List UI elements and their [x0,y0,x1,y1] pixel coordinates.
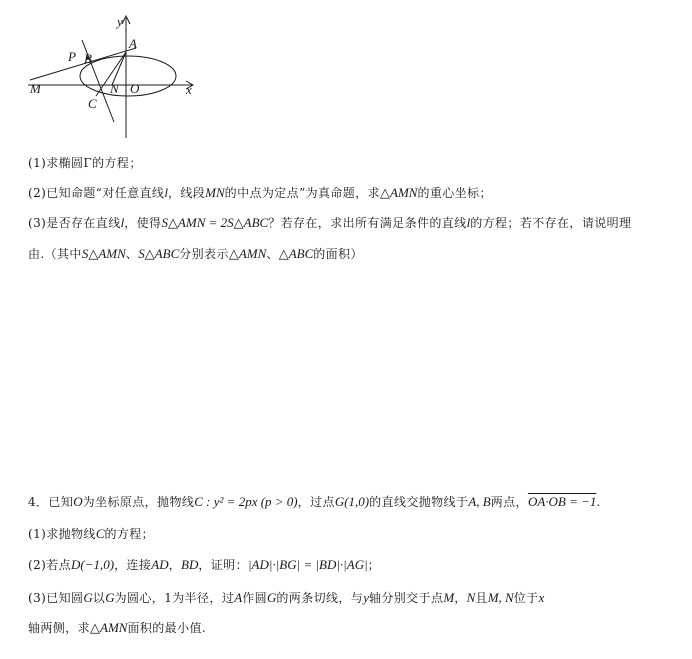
q3-part3-text: (3)是否存在直线 [28,216,121,230]
math-c: C [95,526,105,541]
label-m: M [30,81,41,96]
math-l: l [164,185,168,200]
math-point-g: G(1,0) [334,494,370,509]
q3-part2 [28,185,492,201]
q4-part3-text: 的两条切线，与 [276,591,364,605]
q4-part1 [28,526,154,542]
label-x: x [186,82,192,97]
q4-text: 4．已知 [28,495,74,509]
q3-part3-text: ，使得 [124,216,162,230]
math-s-amn: S△AMN [81,246,126,261]
q4-stem [28,494,601,510]
q3-part3-text: 分别表示 [179,247,229,261]
q3-part2-text: 的重心坐标； [417,186,492,200]
math-m: M [443,590,455,605]
q3-part3-text: 的面积） [313,247,363,261]
math-area-equation: S△AMN = 2S△ABC [161,215,269,230]
math-g: G [267,590,277,605]
q4-part3-text: 且 [475,591,488,605]
q4-part3-text: 面积的最小值. [127,621,207,635]
q4-part1-text: 的方程； [104,527,155,541]
q4-part3-line2 [28,620,206,636]
math-mn: M, N [487,590,514,605]
label-p: P [68,49,76,64]
q4-text: 为坐标原点，抛物线 [82,495,195,509]
q4-text: 的直线交抛物线于 [369,495,469,509]
q4-part3-text: (3)已知圆 [28,591,84,605]
math-g: G [105,590,115,605]
math-a: A [234,590,243,605]
math-triangle-abc: △ABC [278,246,314,261]
math-triangle-amn: △AMN [90,620,128,635]
q4-part3-text: 为圆心，1为半径，过 [114,591,235,605]
q4-part3-text: 位于 [513,591,539,605]
math-dot-product: OA·OB = −1 [527,494,597,509]
label-o: O [130,81,140,96]
q4-part2-text: ，连接 [114,558,152,572]
math-n: N [466,590,476,605]
line-ma [30,48,136,80]
q3-part3-text: 由.（其中 [28,247,82,261]
math-point-d: D(−1,0) [71,557,115,572]
q4-part2-text: ； [367,558,381,572]
q4-part2-text: ， [168,558,182,572]
q3-part2-text: 的中点为定点”为真命题，求 [224,186,381,200]
q4-text: . [596,495,601,509]
q4-text: 两点， [490,495,528,509]
q3-part3-text: ？若存在，求出所有满足条件的直线 [268,216,467,230]
q4-part3-line1 [28,590,544,606]
q3-part3-line1 [28,215,631,231]
math-s-abc: S△ABC [138,246,180,261]
math-points-ab: A, B [468,494,491,509]
math-length-equation: |AD|·|BG| = |BD|·|AG| [247,557,368,572]
math-x: x [538,590,545,605]
label-b: B [84,51,92,66]
math-ad: AD [151,557,169,572]
q3-part2-text: (2)已知命题“对任意直线 [28,186,165,200]
q4-part3-text: 作圆 [242,591,267,605]
q3-part3-text: 、 [266,247,279,261]
q3-part3-line2 [28,246,363,262]
q4-part2-text: ，证明： [198,558,248,572]
math-g: G [83,590,93,605]
math-o: O [73,494,83,509]
q3-part3-text: 的方程；若不存在，请说明理 [470,216,632,230]
q4-text: ，过点 [297,495,335,509]
math-l: l [120,215,125,230]
q4-part3-text: 轴两侧，求 [28,621,91,635]
math-triangle-amn: △AMN [380,185,418,200]
q4-part3-text: ， [454,591,467,605]
math-mn: MN [205,185,225,200]
q4-part3-text: 以 [92,591,106,605]
label-a: A [129,36,137,51]
label-c: C [88,96,97,111]
math-triangle-amn: △AMN [228,246,267,261]
math-l: l [466,215,471,230]
math-parabola: C : y² = 2px (p > 0) [194,494,298,509]
label-n: N [110,81,119,96]
q3-part1-text: (1)求椭圆Γ的方程； [28,156,142,170]
ellipse-gamma [80,56,176,96]
q3-part1 [28,155,142,171]
ellipse-figure [0,0,692,150]
label-y: y [117,14,123,29]
q4-part3-text: 轴分别交于点 [368,591,444,605]
math-y: y [363,590,369,605]
q3-part3-text: 、 [125,247,139,261]
math-bd: BD [181,557,199,572]
q3-part2-text: ，线段 [167,186,206,200]
q4-part1-text: (1)求抛物线 [28,527,96,541]
q4-part2 [28,557,380,573]
q4-part2-text: (2)若点 [28,558,71,572]
